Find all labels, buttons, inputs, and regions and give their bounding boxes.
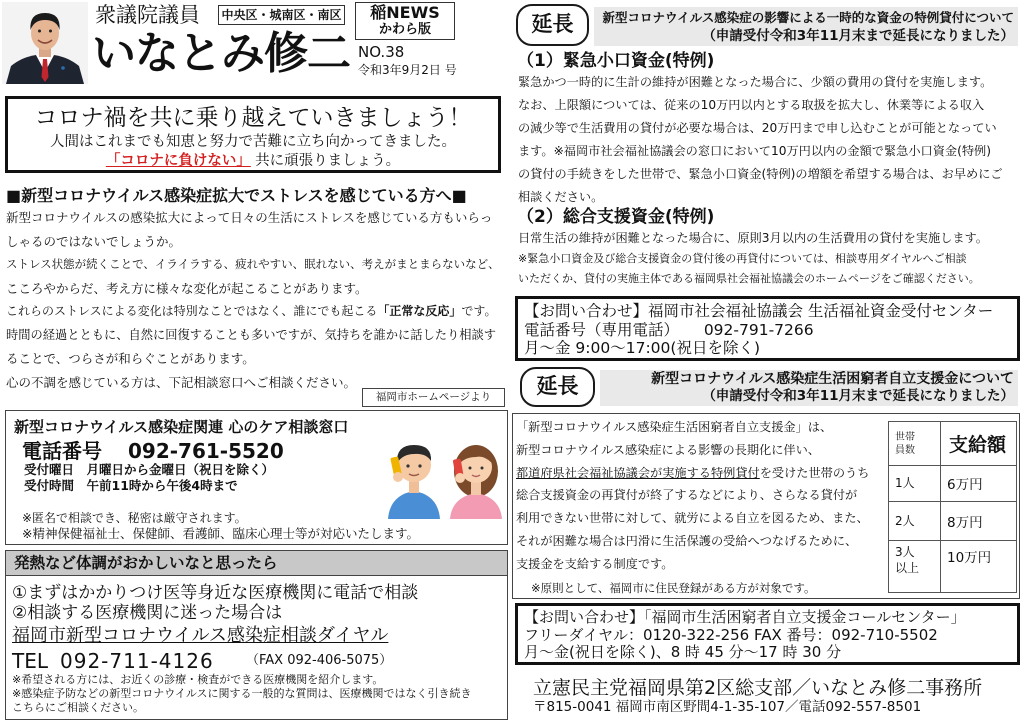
role-title: 衆議院議員	[95, 3, 200, 27]
issue-date: 令和3年9月2日 号	[358, 63, 457, 77]
support-fund-subtitle: （申請受付令和3年11月末まで延長になりました）	[702, 388, 1014, 404]
hours-label: 受付時間	[24, 478, 75, 493]
fever-note: こちらにご相談ください。	[12, 701, 144, 714]
stress-text-line: ることで、つらさが和らぐことがあります。	[6, 351, 255, 366]
care-hotline-phone	[22, 439, 382, 463]
stress-section-body	[6, 206, 504, 394]
support-fund-note: ※原則として、福岡市に住民登録がある方が対象です。	[531, 581, 816, 595]
days-label: 受付曜日	[24, 462, 75, 477]
support-fund-box	[512, 413, 1020, 599]
stress-text-line: 心の不調を感じている方は、下記相談窓口へご相談ください。	[6, 374, 356, 390]
amount: 6万円	[947, 477, 983, 493]
support-fund-line	[516, 462, 884, 485]
footer-organization: 立憲民主党福岡県第2区総支部／いなとみ修二事務所	[533, 677, 983, 699]
footer-address: 〒815-0041 福岡市南区野間4-1-35-107／電話092-557-8501	[533, 699, 922, 715]
support-fund-title: 新型コロナウイルス感染症生活困窮者自立支援金について	[651, 371, 1014, 387]
table-row	[889, 541, 1017, 593]
days-value: 月曜日から金曜日（祝日を除く）	[86, 462, 275, 477]
support-fund-line: 支援金を支給する制度です。	[516, 556, 674, 571]
general-support-fund-heading: （2）総合支援資金(特例)	[517, 207, 715, 227]
household-size-header: 世帯員数	[895, 431, 915, 456]
candidate-name: いなとみ修二	[92, 29, 350, 79]
stress-text-line: こころやからだ、考え方に様々な変化が起こることがあります。	[6, 280, 368, 296]
issue-number: NO.38	[358, 43, 405, 61]
emergency-fund-line: 緊急かつ一時的に生計の維持が困難となった場合に、少額の費用の貸付を実施します。	[518, 75, 993, 89]
banner-line-2-rest: 共に頑張りましょう。	[255, 153, 401, 169]
table-header-amount	[941, 422, 1017, 466]
emergency-fund-line: なお、上限額については、従来の10万円以内とする取扱を拡大し、休業等による収入	[518, 98, 985, 112]
slogan-banner	[5, 96, 501, 173]
stress-text-segment: これらのストレスによる変化は特別なことではなく、誰にでも起こる	[6, 304, 378, 318]
source-note: 福岡市ホームページより	[362, 388, 505, 407]
fever-note: ※希望される方には、お近くの診療・検査ができる医療機関を紹介します。	[12, 673, 384, 686]
emergency-fund-line: の減少等で生活費用の貸付が必要な場合は、20万円まで申し込むことが可能となってい	[518, 121, 997, 135]
table-row	[889, 466, 1017, 502]
table-header-household	[889, 422, 941, 466]
care-hotline-title: 新型コロナウイルス感染症関連 心のケア相談窓口	[14, 418, 349, 436]
loan-contact-box	[515, 296, 1020, 361]
stress-text-line: しゃるのではないでしょうか。	[6, 233, 182, 249]
special-loan-underlined: 都道府県社会福祉協議会が実施する特例貸付	[516, 465, 760, 480]
emergency-fund-body	[518, 71, 1016, 209]
newsletter-subtitle: かわら版	[378, 22, 431, 37]
emergency-fund-line: 相談ください。	[518, 190, 604, 204]
care-hotline-days	[24, 462, 384, 478]
care-hotline-box	[5, 410, 508, 545]
phone-label: 電話番号	[22, 439, 102, 463]
banner-headline: コロナ禍を共に乗り越えていきましょう！	[34, 105, 472, 131]
banner-line-1: 人間はこれまでも知恵と努力で苦難に立ち向かってきました。	[50, 134, 456, 150]
fever-note: ※感染症予防などの新型コロナウイルスに関する一般的な質問は、医療機関ではなく引き続き	[12, 687, 472, 700]
tel-number: 092-711-4126	[60, 649, 214, 673]
support-fund-body	[516, 416, 884, 576]
household-size: 2人	[895, 514, 915, 528]
support-contact-line: フリーダイヤル：0120-322-256 FAX 番号：092-710-5502	[524, 626, 938, 644]
care-hotline-hours	[24, 478, 384, 494]
candidate-photo	[2, 2, 88, 84]
phone-number: 092-761-5520	[128, 439, 284, 463]
payment-amount-table	[888, 421, 1017, 593]
normal-reaction-emphasis: 「正常な反応」	[377, 304, 462, 318]
newsletter-title: 稲NEWS	[370, 4, 440, 22]
extension-badge: 延長	[520, 367, 595, 407]
tel-label: TEL	[12, 649, 48, 673]
special-loan-title-band	[594, 7, 1018, 46]
emergency-fund-heading: （1）緊急小口資金(特例)	[517, 51, 715, 71]
table-cell-amount	[941, 541, 1017, 593]
consultation-dial-name: 福岡市新型コロナウイルス感染症相談ダイヤル	[12, 625, 389, 646]
special-loan-title: 新型コロナウイルス感染症の影響による一時的な資金の特例貸付について	[602, 10, 1014, 25]
fever-step: ①まずはかかりつけ医等身近な医療機関に電話で相談	[12, 583, 419, 603]
support-fund-title-band	[600, 370, 1018, 406]
loan-contact-phone	[524, 321, 1011, 340]
extension-badge: 延長	[516, 4, 589, 46]
table-header-row	[889, 422, 1017, 466]
special-loan-subtitle: （申請受付令和3年11月末まで延長になりました）	[702, 28, 1014, 44]
tel-line	[12, 649, 502, 673]
support-fund-line: 新型コロナウイルス感染症による影響の長期化に伴い、	[516, 442, 820, 457]
fever-section-box	[5, 575, 508, 720]
table-cell-household	[889, 541, 941, 593]
fax-number: （FAX 092-406-5075）	[246, 653, 393, 668]
table-cell-amount	[941, 466, 1017, 502]
household-size: 1人	[895, 476, 915, 490]
support-fund-line: それが困難な場合は円滑に生活保護の受給へつなげるために、	[516, 533, 858, 548]
stress-text-line	[6, 300, 504, 324]
district-box: 中央区・城南区・南区	[218, 5, 345, 25]
support-fund-line: 総合支援資金の再貸付が終了するなどにより、さらなる貸付が	[516, 488, 858, 503]
hours-value: 午前11時から午後4時まで	[86, 478, 238, 493]
table-cell-household	[889, 466, 941, 502]
loan-contact-phone-label: 電話番号（専用電話）	[524, 320, 680, 339]
emergency-fund-line: の貸付の手続きをした世帯で、緊急小口資金(特例)の増額を希望する場合は、お早めにご	[518, 167, 1003, 181]
care-hotline-note: ※精神保健福祉士、保健師、看護師、臨床心理士等が対応いたします。	[22, 526, 419, 541]
support-contact-line: 【お問い合わせ】「福岡市生活困窮者自立支援金コールセンター」	[524, 609, 966, 626]
table-row	[889, 502, 1017, 541]
general-support-fund-note: いただくか、貸付の実施主体である福岡県社会福祉協議会のホームページをご確認ください。	[518, 272, 980, 285]
amount: 10万円	[947, 550, 992, 566]
amount: 8万円	[947, 515, 983, 531]
support-contact-line: 月～金(祝日を除く)、8 時 45 分～17 時 30 分	[524, 644, 842, 661]
stress-text-line: 時間の経過とともに、自然に回復することも多いですが、気持ちを誰かに話したり相談す	[6, 327, 496, 342]
loan-contact-phone-number: 092-791-7266	[703, 320, 814, 339]
loan-contact-hours: 月～金 9:00～17:00(祝日を除く)	[524, 339, 760, 357]
stress-section-heading: ■新型コロナウイルス感染症拡大でストレスを感じている方へ■	[6, 186, 467, 205]
household-size: 3人以上	[895, 545, 920, 575]
emergency-fund-line: ます。※福岡市社会福祉協議会の窓口において10万円以内の金額で緊急小口資金(特例)	[518, 144, 992, 158]
stress-text-segment: です。	[461, 304, 497, 318]
stress-text-line: ストレス状態が続くことで、イライラする、疲れやすい、眠れない、考えがまとまらないなど、	[6, 257, 500, 271]
fever-step: ②相談する医療機関に迷った場合は	[12, 603, 283, 623]
amount-header: 支給額	[949, 434, 1007, 456]
support-contact-box	[515, 603, 1020, 665]
general-support-fund-line: 日常生活の維持が困難となった場合に、原則3月以内の生活費用の貸付を実施します。	[518, 231, 988, 245]
support-fund-line: 「新型コロナウイルス感染症生活困窮者自立支援金」は、	[516, 420, 833, 434]
table-cell-amount	[941, 502, 1017, 541]
general-support-fund-note: ※緊急小口資金及び総合支援資金の貸付後の再貸付については、相談専用ダイヤルへご相談	[518, 252, 967, 265]
phone-call-illustration	[384, 419, 506, 519]
newsletter-box	[355, 2, 455, 40]
support-fund-line: 利用できない世帯に対して、就労による自立を図るため、また、	[516, 511, 869, 526]
support-fund-segment: を受けた世帯のうち	[759, 465, 870, 480]
banner-line-2	[12, 152, 494, 170]
stress-text-line: 新型コロナウイルスの感染拡大によって日々の生活にストレスを感じている方もいらっ	[6, 210, 493, 225]
fever-section-heading: 発熱など体調がおかしいなと思ったら	[5, 550, 508, 576]
table-cell-household	[889, 502, 941, 541]
loan-contact-line: 【お問い合わせ】福岡市社会福祉協議会 生活福祉資金受付センター	[524, 302, 994, 320]
care-hotline-note: ※匿名で相談でき、秘密は厳守されます。	[22, 511, 247, 525]
banner-emphasis: 「コロナに負けない」	[105, 153, 251, 169]
